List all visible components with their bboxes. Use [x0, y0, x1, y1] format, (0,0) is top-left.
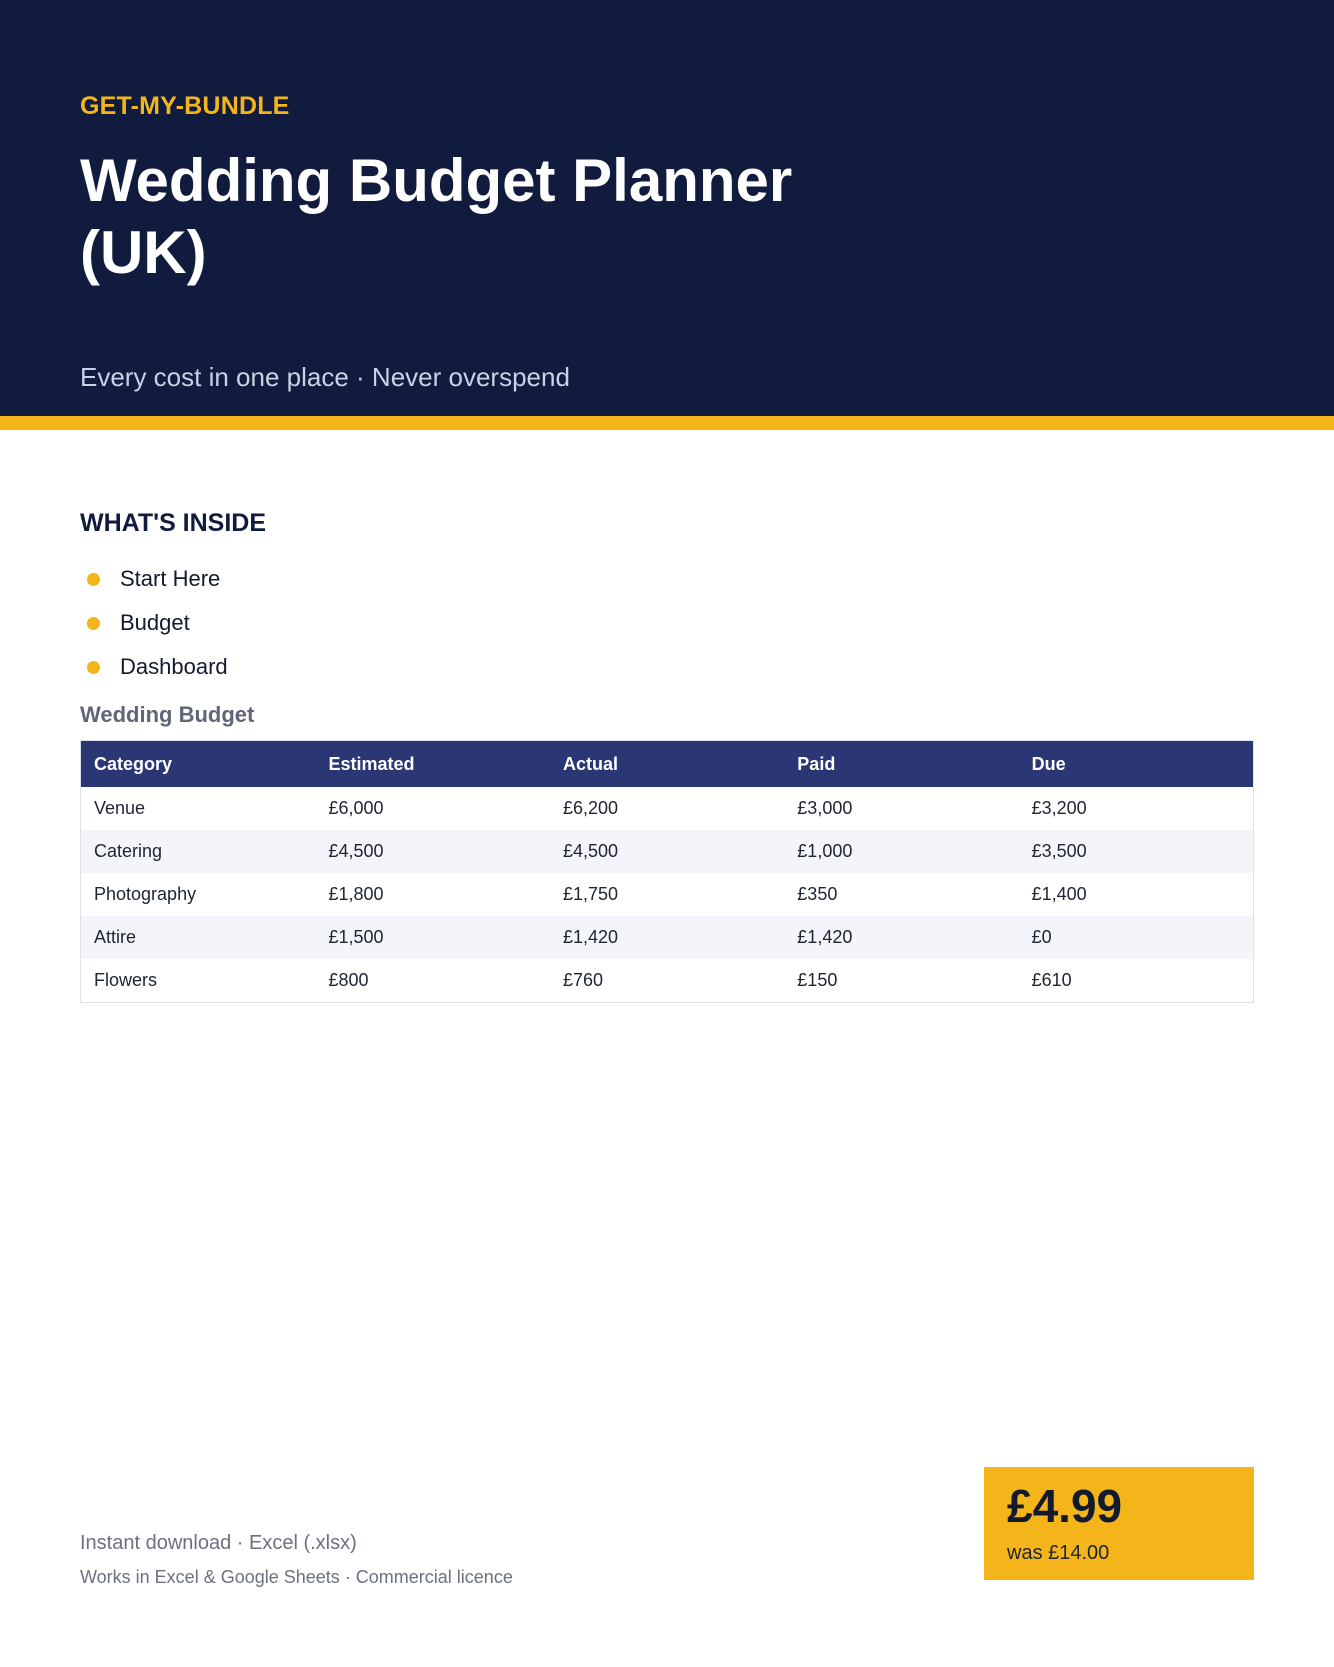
- list-item-label: Dashboard: [120, 654, 228, 679]
- download-info: Instant download · Excel (.xlsx): [80, 1532, 357, 1554]
- cell-actual: £760: [562, 970, 604, 990]
- cell-paid: £3,000: [797, 798, 853, 818]
- cell-category: Flowers: [94, 970, 158, 990]
- current-price: £4.99: [1007, 1480, 1123, 1532]
- list-item-label: Budget: [120, 610, 190, 635]
- bullet-dot-icon: [87, 617, 100, 630]
- cell-due: £0: [1019, 916, 1254, 959]
- column-header-paid: Paid: [784, 741, 1018, 788]
- column-header-category: Category: [81, 741, 316, 788]
- price-badge: [984, 1467, 1254, 1580]
- whats-inside-list: [80, 557, 228, 689]
- accent-divider: [0, 416, 1334, 430]
- whats-inside-heading: WHAT'S INSIDE: [80, 509, 267, 537]
- cell-paid: £150: [797, 970, 838, 990]
- compatibility-info: Works in Excel & Google Sheets · Commercial licence: [80, 1567, 513, 1587]
- table-row: [81, 916, 1254, 959]
- tagline: Every cost in one place · Never overspend: [80, 362, 570, 392]
- table-row: [81, 873, 1254, 916]
- cell-estimated: £6,000: [328, 798, 384, 818]
- cell-category: Venue: [94, 798, 146, 818]
- list-item: [80, 601, 228, 645]
- cell-paid: £1,000: [784, 830, 1018, 873]
- cell-actual: £1,750: [562, 884, 619, 904]
- cell-estimated: £800: [328, 970, 369, 990]
- bullet-dot-icon: [87, 661, 100, 674]
- table-row: [81, 830, 1254, 873]
- original-price: was £14.00: [1007, 1542, 1110, 1564]
- list-item-label: Start Here: [120, 566, 221, 591]
- cell-category: Attire: [81, 916, 316, 959]
- cell-category: Catering: [81, 830, 316, 873]
- column-header-actual: Actual: [550, 741, 784, 788]
- cell-actual: £6,200: [562, 798, 619, 818]
- cell-due: £3,200: [1031, 798, 1087, 818]
- cell-category: Photography: [94, 884, 197, 904]
- budget-table: [80, 740, 1254, 1003]
- cell-actual: £4,500: [550, 830, 784, 873]
- list-item: [80, 557, 228, 601]
- list-item: [80, 645, 228, 689]
- hero-banner: [0, 0, 1334, 416]
- column-header-due: Due: [1019, 741, 1254, 788]
- brand-label: GET-MY-BUNDLE: [80, 92, 290, 120]
- cell-paid: £350: [797, 884, 838, 904]
- table-row: [81, 959, 1254, 1003]
- page-title: Wedding Budget Planner (UK): [80, 147, 793, 286]
- cell-estimated: £1,500: [316, 916, 550, 959]
- cell-actual: £1,420: [550, 916, 784, 959]
- cell-estimated: £4,500: [316, 830, 550, 873]
- table-row: [81, 787, 1254, 830]
- table-header-row: [81, 741, 1254, 788]
- cell-paid: £1,420: [784, 916, 1018, 959]
- cell-due: £610: [1031, 970, 1072, 990]
- column-header-estimated: Estimated: [316, 741, 550, 788]
- cell-due: £3,500: [1019, 830, 1254, 873]
- cell-estimated: £1,800: [328, 884, 384, 904]
- cell-due: £1,400: [1031, 884, 1087, 904]
- table-caption: Wedding Budget: [80, 702, 255, 727]
- bullet-dot-icon: [87, 573, 100, 586]
